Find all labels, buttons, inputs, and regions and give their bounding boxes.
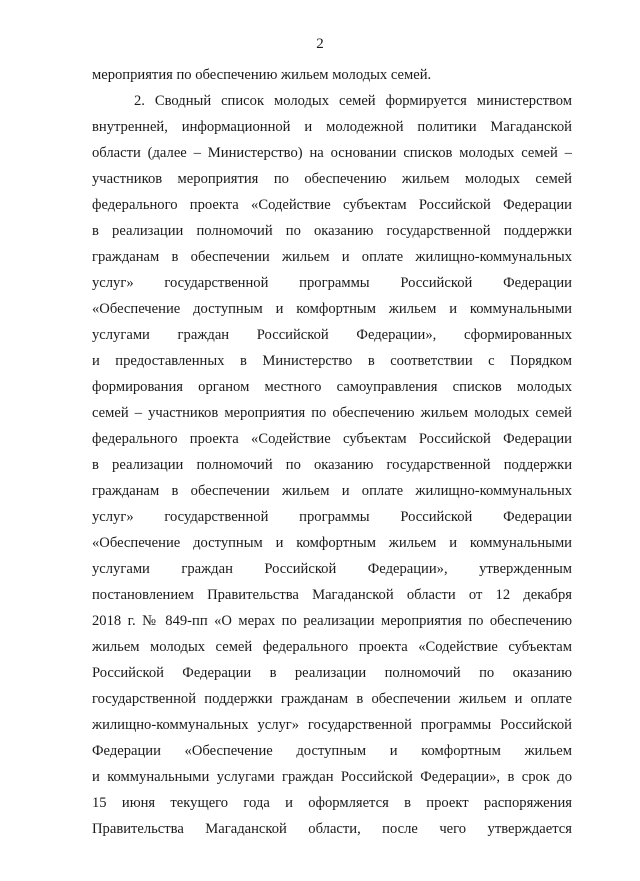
text-line: Федерации «Обеспечение доступным и комфортным жильем [92, 743, 572, 759]
text-line: в реализации полномочий по оказанию государственной поддержки [92, 223, 572, 239]
page-number: 2 [316, 36, 324, 52]
text-line: Правительства Магаданской области, после чего утверждается [92, 821, 572, 837]
text-line: услуг» государственной программы Российской Федерации [92, 275, 572, 291]
text-line: области (далее – Министерство) на основании списков молодых семей – [92, 145, 572, 161]
text-line: 2018 г. № 849-пп «О мерах по реализации мероприятия по обеспечению [92, 613, 572, 629]
text-line: в реализации полномочий по оказанию государственной поддержки [92, 457, 572, 473]
text-line: услуг» государственной программы Российской Федерации [92, 509, 572, 525]
text-line: и коммунальными услугами граждан Российской Федерации», в срок до [92, 769, 572, 785]
text-line: федерального проекта «Содействие субъектам Российской Федерации [92, 197, 572, 213]
text-line: семей – участников мероприятия по обеспечению жильем молодых семей [92, 405, 572, 421]
text-line: «Обеспечение доступным и комфортным жильем и коммунальными [92, 535, 572, 551]
text-line: государственной поддержки гражданам в обеспечении жильем и оплате [92, 691, 572, 707]
text-line: федерального проекта «Содействие субъектам Российской Федерации [92, 431, 572, 447]
text-line: формирования органом местного самоуправления списков молодых [92, 379, 572, 395]
text-line: внутренней, информационной и молодежной политики Магаданской [92, 119, 572, 135]
body-text [92, 62, 572, 842]
text-line: 2. Сводный список молодых семей формируется министерством [134, 93, 572, 109]
text-line: Российской Федерации в реализации полномочий по оказанию [92, 665, 572, 681]
text-line: гражданам в обеспечении жильем и оплате жилищно-коммунальных [92, 249, 572, 265]
text-line: 15 июня текущего года и оформляется в проект распоряжения [92, 795, 572, 811]
text-line: жильем молодых семей федерального проекта «Содействие субъектам [92, 639, 572, 655]
text-line: мероприятия по обеспечению жильем молодых семей. [92, 67, 432, 83]
text-line: участников мероприятия по обеспечению жильем молодых семей [92, 171, 572, 187]
text-line: постановлением Правительства Магаданской области от 12 декабря [92, 587, 572, 603]
text-line: гражданам в обеспечении жильем и оплате жилищно-коммунальных [92, 483, 572, 499]
text-line: жилищно-коммунальных услуг» государственной программы Российской [92, 717, 572, 733]
text-line: услугами граждан Российской Федерации», сформированных [92, 327, 572, 343]
text-line: услугами граждан Российской Федерации», утвержденным [92, 561, 572, 577]
text-line: и предоставленных в Министерство в соответствии с Порядком [92, 353, 572, 369]
text-line: «Обеспечение доступным и комфортным жильем и коммунальными [92, 301, 572, 317]
